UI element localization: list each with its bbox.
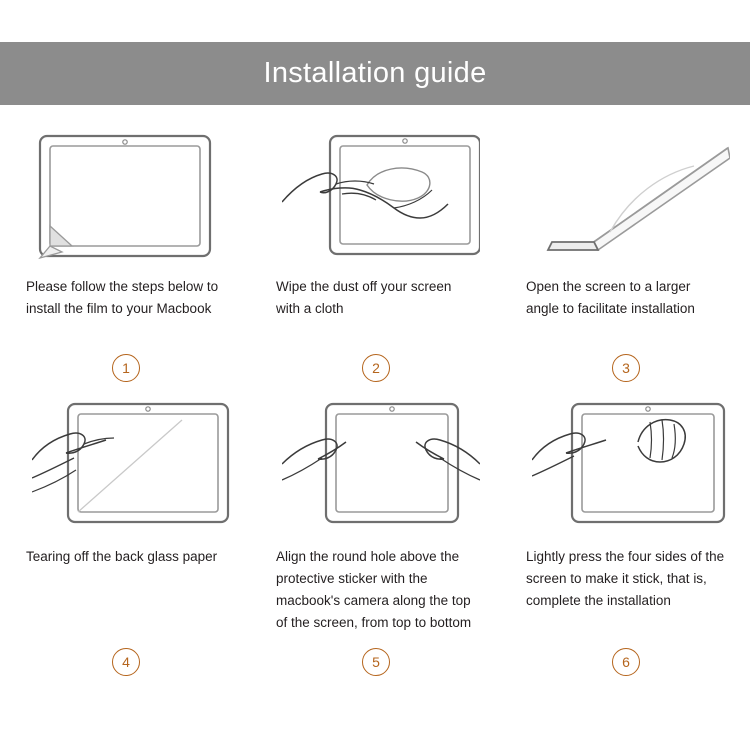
step-5-illustration (282, 400, 480, 530)
step-1-caption: Please follow the steps below to install the film to your Macbook (26, 279, 219, 316)
header-banner (0, 42, 750, 105)
step-3-number: 3 (612, 354, 640, 382)
step-6-number-wrap (526, 648, 726, 676)
step-2-number: 2 (362, 354, 390, 382)
step-4-number: 4 (112, 648, 140, 676)
step-1-illustration (32, 130, 230, 260)
step-6-caption: Lightly press the four sides of the screen to make it stick, that is, complete the installation (526, 549, 725, 608)
step-5-caption: Align the round hole above the protective sticker with the macbook's camera along the top of the screen, from top to bottom (276, 549, 472, 630)
step-card-6 (500, 382, 750, 676)
step-4-illustration (32, 400, 230, 530)
step-2-number-wrap (276, 354, 476, 382)
step-6-illustration (532, 400, 730, 530)
step-1-number: 1 (112, 354, 140, 382)
step-card-2 (250, 120, 500, 382)
steps-grid (0, 120, 750, 676)
step-card-4 (0, 382, 250, 676)
step-card-1 (0, 120, 250, 382)
step-2-caption: Wipe the dust off your screen with a cloth (276, 279, 452, 316)
step-5-number: 5 (362, 648, 390, 676)
page-title: Installation guide (263, 57, 487, 89)
step-2-illustration (282, 130, 480, 260)
step-4-caption: Tearing off the back glass paper (26, 549, 218, 564)
step-1-number-wrap (26, 354, 226, 382)
step-3-caption: Open the screen to a larger angle to facilitate installation (526, 279, 695, 316)
step-6-number: 6 (612, 648, 640, 676)
step-card-3 (500, 120, 750, 382)
step-5-number-wrap (276, 648, 476, 676)
step-3-illustration (532, 130, 730, 260)
step-3-number-wrap (526, 354, 726, 382)
step-card-5 (250, 382, 500, 676)
step-4-number-wrap (26, 648, 226, 676)
